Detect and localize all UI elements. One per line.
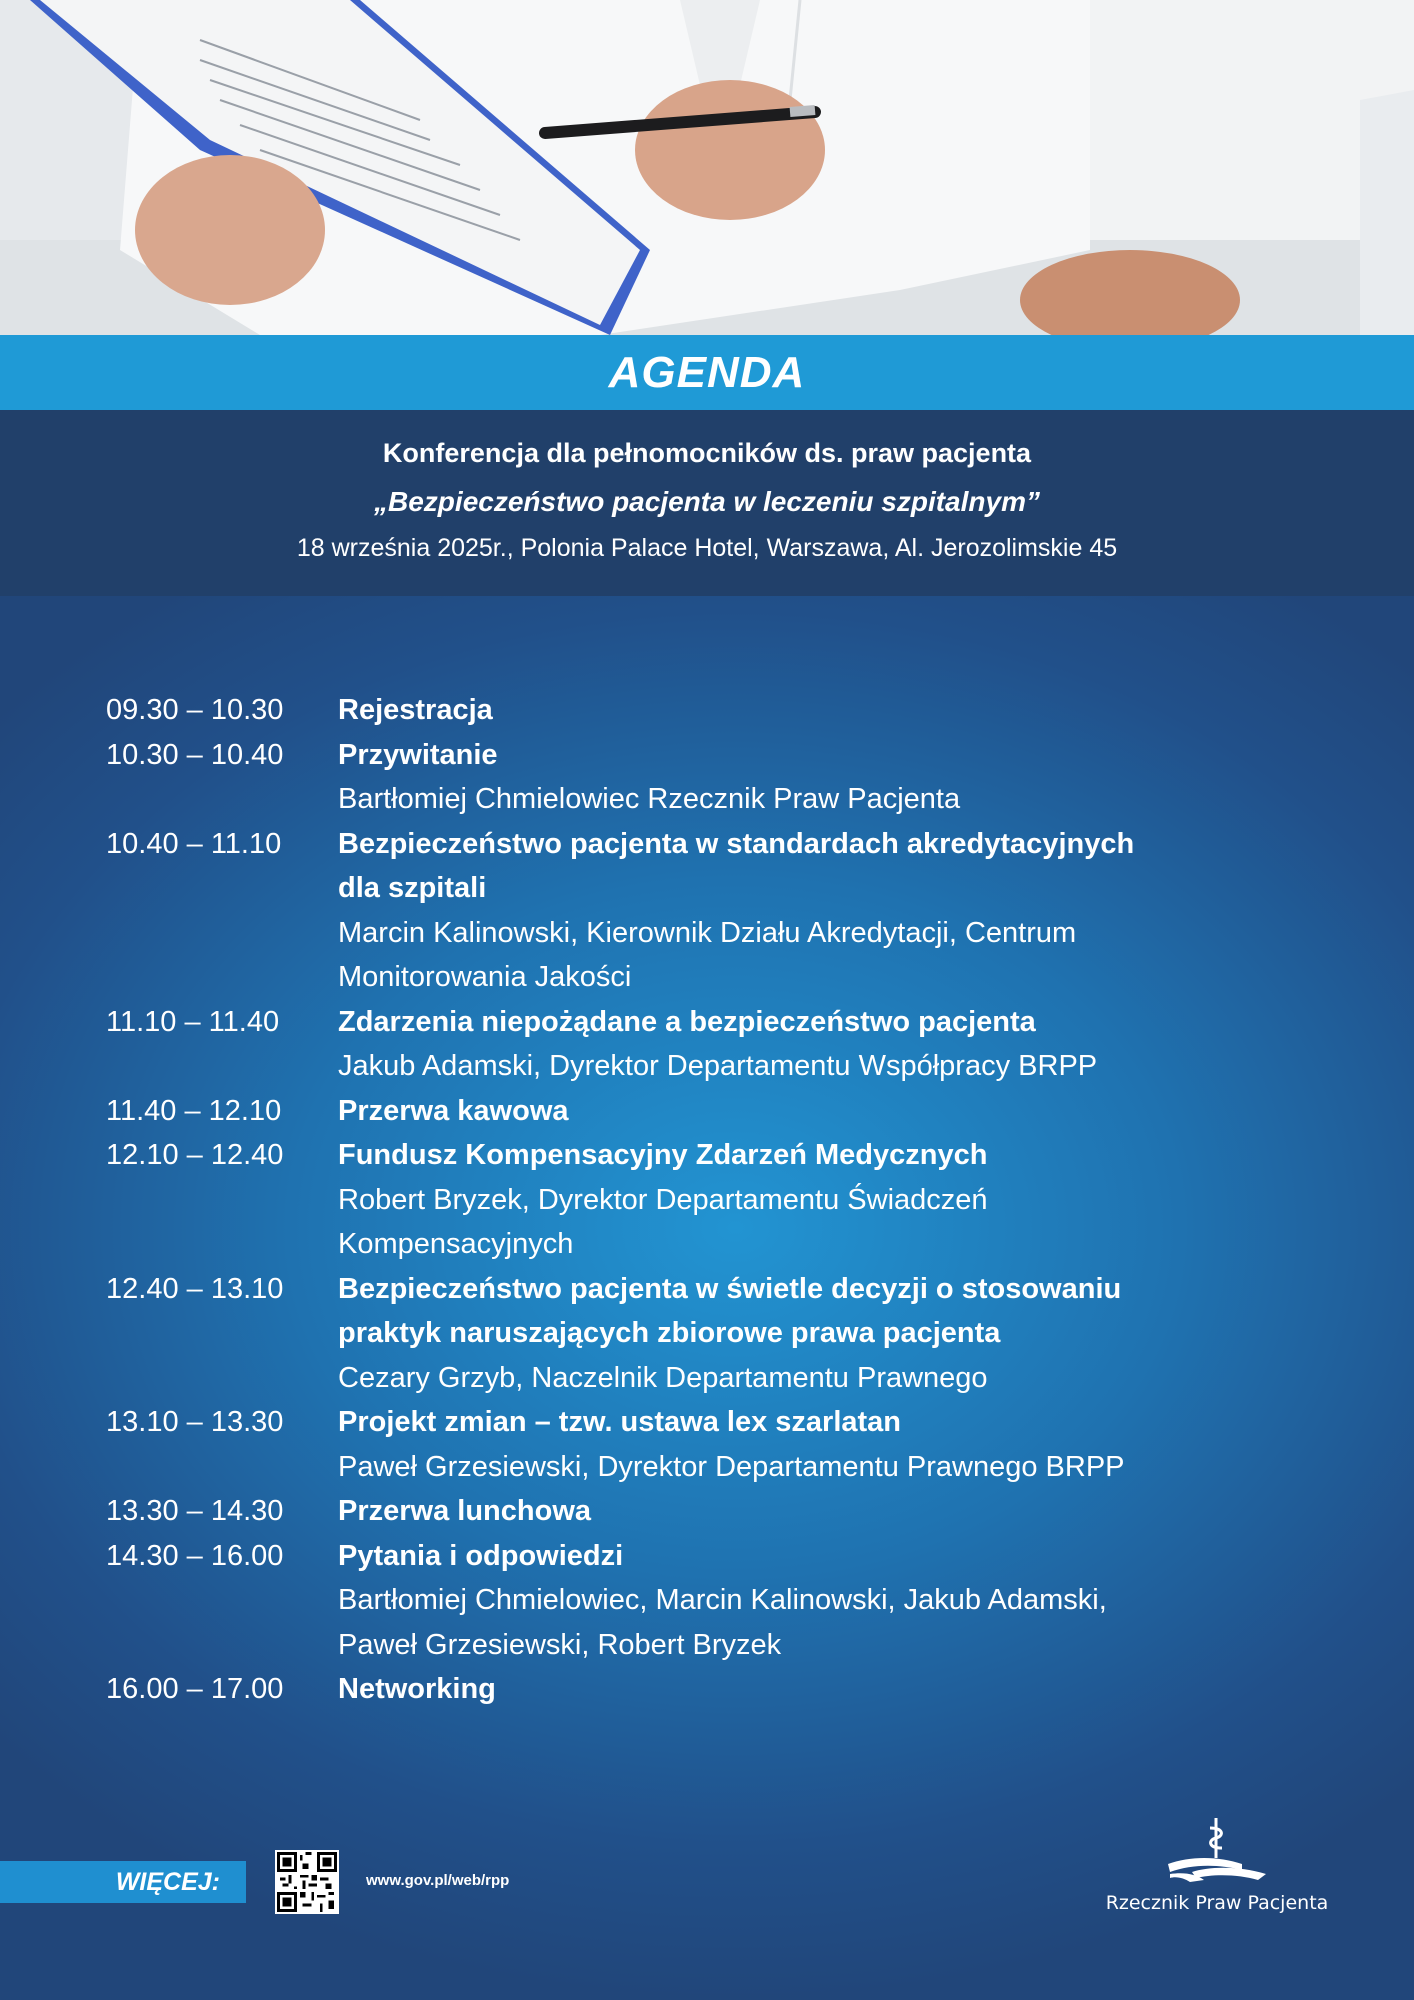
agenda-item-title: Rejestracja bbox=[338, 694, 493, 726]
rpp-logo-text: Rzecznik Praw Pacjenta bbox=[1105, 1892, 1329, 1914]
agenda-item bbox=[106, 1489, 1346, 1534]
agenda-item bbox=[106, 822, 1346, 1000]
agenda-time: 10.40 – 11.10 bbox=[106, 827, 282, 860]
agenda-time: 12.40 – 13.10 bbox=[106, 1272, 284, 1305]
agenda-content bbox=[338, 1000, 1338, 1089]
agenda-content bbox=[338, 1267, 1338, 1401]
agenda-item-speaker: Monitorowania Jakości bbox=[338, 961, 632, 993]
agenda-item-speaker: Kompensacyjnych bbox=[338, 1228, 574, 1260]
agenda-time: 11.40 – 12.10 bbox=[106, 1094, 282, 1127]
agenda-item-title: Bezpieczeństwo pacjenta w świetle decyzji o stosowaniu bbox=[338, 1272, 1122, 1305]
agenda-content bbox=[338, 688, 1338, 733]
agenda-item-title: Fundusz Kompensacyjny Zdarzeń Medycznych bbox=[338, 1139, 988, 1171]
agenda-content bbox=[338, 1089, 1338, 1134]
agenda-item-speaker: Bartłomiej Chmielowiec, Marcin Kalinowski, Jakub Adamski, bbox=[338, 1584, 1107, 1616]
agenda-item-speaker: Robert Bryzek, Dyrektor Departamentu Świadczeń bbox=[338, 1183, 988, 1216]
agenda-item-speaker: Paweł Grzesiewski, Dyrektor Departamentu Prawnego BRPP bbox=[338, 1450, 1125, 1483]
agenda-item bbox=[106, 1400, 1346, 1489]
agenda-item-speaker: Bartłomiej Chmielowiec Rzecznik Praw Pacjenta bbox=[338, 783, 961, 815]
agenda-item bbox=[106, 1089, 1346, 1134]
agenda-item bbox=[106, 688, 1346, 733]
more-info-bar bbox=[0, 1861, 246, 1903]
schedule-list bbox=[106, 688, 1346, 1712]
agenda-item bbox=[106, 1267, 1346, 1401]
conference-date-location: 18 września 2025r., Polonia Palace Hotel, Warszawa, Al. Jerozolimskie 45 bbox=[296, 534, 1118, 562]
doctor-clipboard-photo bbox=[0, 0, 1414, 335]
agenda-time: 13.10 – 13.30 bbox=[106, 1406, 284, 1438]
agenda-banner bbox=[0, 335, 1414, 410]
agenda-item bbox=[106, 733, 1346, 822]
conference-header bbox=[0, 410, 1414, 596]
header-photo bbox=[0, 0, 1414, 335]
agenda-content bbox=[338, 1489, 1338, 1534]
rpp-emblem-icon bbox=[1100, 1812, 1320, 1892]
agenda-item bbox=[106, 1667, 1346, 1712]
agenda-item-title: dla szpitali bbox=[338, 872, 487, 904]
agenda-item bbox=[106, 1133, 1346, 1267]
agenda-item-title: Przerwa kawowa bbox=[338, 1094, 569, 1127]
agenda-item-title: Przerwa lunchowa bbox=[338, 1495, 592, 1527]
qr-code-icon[interactable] bbox=[275, 1850, 339, 1914]
agenda-title: AGENDA bbox=[608, 347, 806, 397]
agenda-time: 12.10 – 12.40 bbox=[106, 1139, 284, 1171]
more-label: WIĘCEJ: bbox=[115, 1867, 220, 1896]
agenda-content bbox=[338, 822, 1338, 1000]
agenda-content bbox=[338, 733, 1338, 822]
agenda-time: 09.30 – 10.30 bbox=[106, 694, 284, 726]
conference-subtitle: „Bezpieczeństwo pacjenta w leczeniu szpitalnym” bbox=[374, 486, 1040, 517]
agenda-item-title: Networking bbox=[338, 1673, 496, 1705]
agenda-content bbox=[338, 1400, 1338, 1489]
agenda-item-title: Przywitanie bbox=[338, 738, 498, 771]
agenda-item-speaker: Jakub Adamski, Dyrektor Departamentu Współpracy BRPP bbox=[338, 1050, 1098, 1082]
agenda-content bbox=[338, 1667, 1338, 1712]
agenda-time: 10.30 – 10.40 bbox=[106, 738, 284, 771]
conference-name: Konferencja dla pełnomocników ds. praw pacjenta bbox=[382, 438, 1032, 468]
agenda-item-title: Pytania i odpowiedzi bbox=[338, 1539, 624, 1572]
agenda-item-title: Projekt zmian – tzw. ustawa lex szarlatan bbox=[338, 1406, 902, 1438]
agenda-item-speaker: Cezary Grzyb, Naczelnik Departamentu Prawnego bbox=[338, 1361, 988, 1394]
agenda-item bbox=[106, 1534, 1346, 1668]
agenda-time: 16.00 – 17.00 bbox=[106, 1673, 284, 1705]
agenda-content bbox=[338, 1133, 1338, 1267]
agenda-content bbox=[338, 1534, 1338, 1668]
agenda-time: 11.10 – 11.40 bbox=[106, 1005, 280, 1038]
agenda-item-title: praktyk naruszających zbiorowe prawa pacjenta bbox=[338, 1317, 1001, 1349]
agenda-item bbox=[106, 1000, 1346, 1089]
agenda-time: 13.30 – 14.30 bbox=[106, 1495, 284, 1527]
website-link[interactable]: www.gov.pl/web/rpp bbox=[366, 1872, 510, 1889]
agenda-item-title: Zdarzenia niepożądane a bezpieczeństwo pacjenta bbox=[338, 1005, 1036, 1038]
agenda-item-title: Bezpieczeństwo pacjenta w standardach akredytacyjnych bbox=[338, 827, 1135, 860]
agenda-item-speaker: Paweł Grzesiewski, Robert Bryzek bbox=[338, 1628, 782, 1661]
agenda-item-speaker: Marcin Kalinowski, Kierownik Działu Akredytacji, Centrum bbox=[338, 916, 1077, 949]
agenda-time: 14.30 – 16.00 bbox=[106, 1539, 284, 1572]
agenda-body bbox=[0, 596, 1414, 2000]
